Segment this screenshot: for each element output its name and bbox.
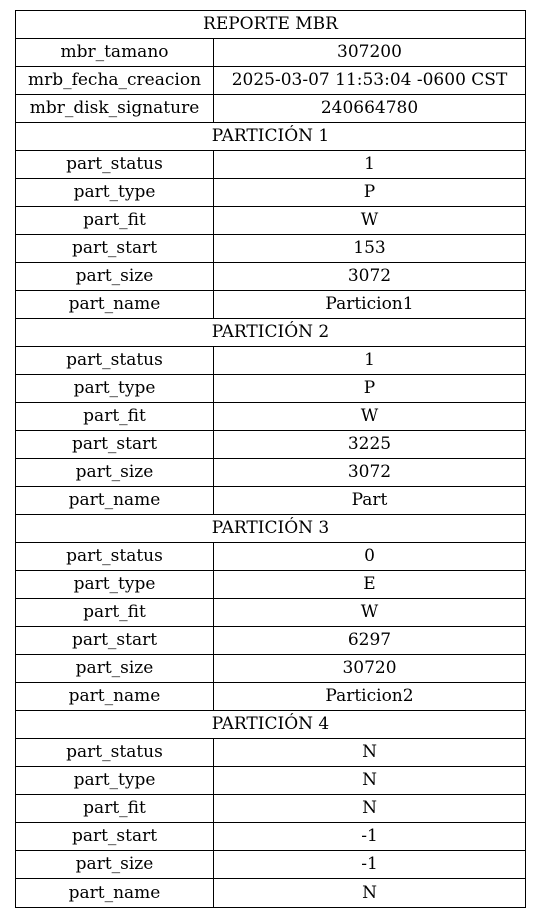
field-key: part_fit xyxy=(16,795,214,822)
field-value: 0 xyxy=(364,546,375,566)
mbr-report-table xyxy=(15,10,526,908)
field-value: N xyxy=(362,742,377,762)
table-row xyxy=(16,95,525,123)
field-value: 6297 xyxy=(347,630,392,650)
field-value: P xyxy=(363,182,376,202)
field-value: -1 xyxy=(361,854,378,874)
field-key: mrb_fecha_creacion xyxy=(16,67,214,94)
field-value: Particion1 xyxy=(325,294,414,314)
field-key: part_name xyxy=(16,487,214,514)
field-key: part_type xyxy=(16,179,214,206)
partition-header-row xyxy=(16,123,525,151)
field-key: part_name xyxy=(16,879,214,907)
field-key: part_status xyxy=(16,151,214,178)
table-row xyxy=(16,151,525,179)
field-value: E xyxy=(363,574,376,594)
table-row xyxy=(16,207,525,235)
field-key: part_size xyxy=(16,263,214,290)
field-value: N xyxy=(362,882,377,903)
field-key: part_type xyxy=(16,571,214,598)
field-key: part_start xyxy=(16,431,214,458)
table-row xyxy=(16,459,525,487)
partition-title: PARTICIÓN 4 xyxy=(211,714,330,734)
field-value: 307200 xyxy=(337,42,402,62)
field-key: part_fit xyxy=(16,207,214,234)
table-row xyxy=(16,571,525,599)
field-key: part_fit xyxy=(16,403,214,430)
table-row xyxy=(16,543,525,571)
table-row xyxy=(16,823,525,851)
field-value: Part xyxy=(351,490,388,510)
field-key: part_type xyxy=(16,375,214,402)
table-row xyxy=(16,403,525,431)
field-value: 3225 xyxy=(347,434,392,454)
field-value: W xyxy=(360,210,379,230)
field-value: 2025-03-07 11:53:04 -0600 CST xyxy=(231,70,508,90)
table-row xyxy=(16,67,525,95)
field-key: part_status xyxy=(16,543,214,570)
table-row xyxy=(16,179,525,207)
field-value: -1 xyxy=(361,826,378,846)
table-row xyxy=(16,599,525,627)
field-key: mbr_tamano xyxy=(16,39,214,66)
table-row xyxy=(16,627,525,655)
table-row xyxy=(16,235,525,263)
partition-title: PARTICIÓN 1 xyxy=(211,126,330,146)
table-row xyxy=(16,431,525,459)
report-title: REPORTE MBR xyxy=(203,14,338,34)
field-key: part_status xyxy=(16,347,214,374)
field-value: N xyxy=(362,770,377,790)
field-key: part_start xyxy=(16,823,214,850)
table-row xyxy=(16,347,525,375)
table-row xyxy=(16,683,525,711)
field-value: 240664780 xyxy=(320,98,419,118)
table-row xyxy=(16,851,525,879)
field-key: part_type xyxy=(16,767,214,794)
field-value: 3072 xyxy=(347,462,392,482)
field-key: part_status xyxy=(16,739,214,766)
report-title-row xyxy=(16,11,525,39)
table-row xyxy=(16,739,525,767)
table-row xyxy=(16,795,525,823)
field-value: Particion2 xyxy=(325,686,414,706)
field-key: part_size xyxy=(16,459,214,486)
table-row xyxy=(16,655,525,683)
field-key: part_fit xyxy=(16,599,214,626)
field-value: W xyxy=(360,602,379,622)
table-row xyxy=(16,879,525,907)
table-row xyxy=(16,39,525,67)
field-value: 1 xyxy=(364,350,375,370)
table-row xyxy=(16,375,525,403)
field-key: part_name xyxy=(16,683,214,710)
field-key: part_size xyxy=(16,851,214,878)
field-key: part_start xyxy=(16,235,214,262)
table-row xyxy=(16,767,525,795)
table-row xyxy=(16,487,525,515)
field-value: W xyxy=(360,406,379,426)
partition-header-row xyxy=(16,711,525,739)
field-key: part_start xyxy=(16,627,214,654)
field-value: P xyxy=(363,378,376,398)
field-value: 153 xyxy=(353,238,386,258)
partition-title: PARTICIÓN 3 xyxy=(211,518,330,538)
field-value: 30720 xyxy=(342,658,397,678)
table-row xyxy=(16,291,525,319)
field-key: part_size xyxy=(16,655,214,682)
field-value: 1 xyxy=(364,154,375,174)
table-row xyxy=(16,263,525,291)
partition-title: PARTICIÓN 2 xyxy=(211,322,330,342)
partition-header-row xyxy=(16,515,525,543)
partition-header-row xyxy=(16,319,525,347)
field-key: mbr_disk_signature xyxy=(16,95,214,122)
field-value: N xyxy=(362,798,377,818)
field-key: part_name xyxy=(16,291,214,318)
field-value: 3072 xyxy=(347,266,392,286)
